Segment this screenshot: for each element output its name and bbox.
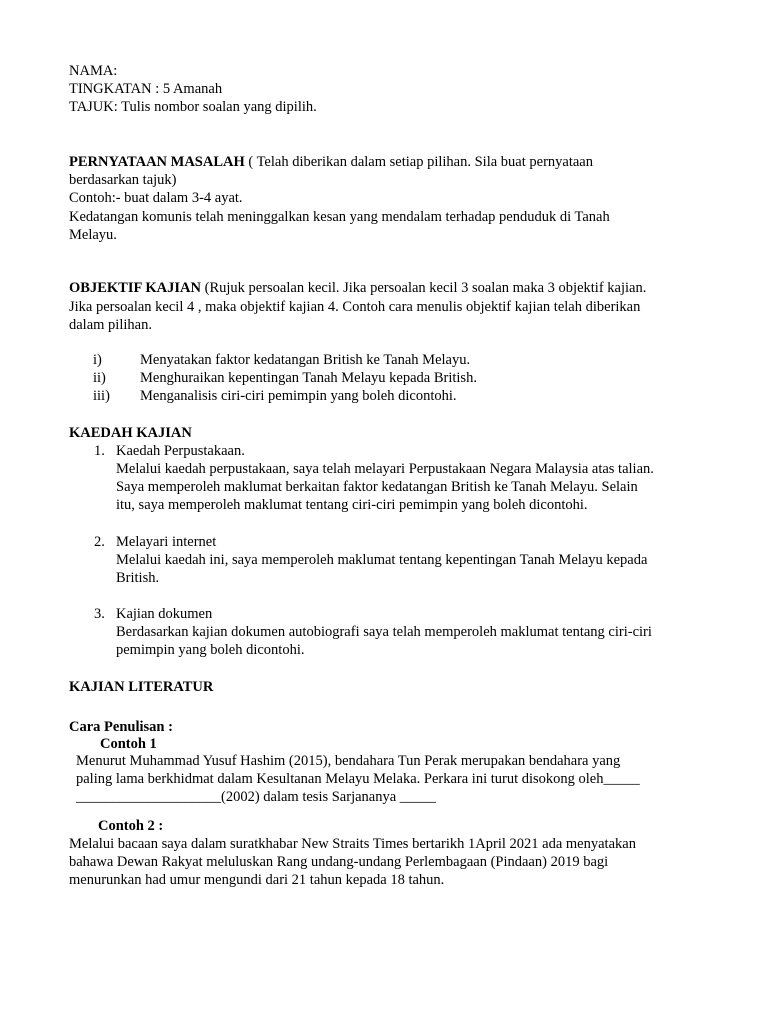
objektif-item-number: i) [93, 352, 102, 368]
kaedah-item-text: pemimpin yang boleh dicontohi. [116, 642, 305, 658]
contoh2-text: bahawa Dewan Rakyat meluluskan Rang undang-undang Perlembagaan (Pindaan) 2019 bagi [69, 854, 609, 870]
objektif-item: Menyatakan faktor kedatangan British ke Tanah Melayu. [140, 352, 471, 368]
literatur-heading: KAJIAN LITERATUR [69, 679, 214, 695]
pernyataan-intro-line2: berdasarkan tajuk) [69, 172, 177, 188]
tajuk-label: TAJUK: Tulis nombor soalan yang dipilih. [69, 99, 317, 115]
tingkatan-label: TINGKATAN : 5 Amanah [69, 81, 223, 97]
objektif-item-number: iii) [93, 388, 110, 404]
pernyataan-heading: PERNYATAAN MASALAH [69, 154, 245, 170]
objektif-heading: OBJEKTIF KAJIAN [69, 280, 201, 296]
kaedah-item-text: Saya memperoleh maklumat berkaitan faktor kedatangan British ke Tanah Melayu. Selain [116, 479, 638, 495]
nama-label: NAMA: [69, 63, 118, 79]
pernyataan-intro [69, 153, 593, 171]
kaedah-heading: KAEDAH KAJIAN [69, 425, 192, 441]
kaedah-item-text: British. [116, 570, 160, 586]
kaedah-item-title: Kaedah Perpustakaan. [116, 443, 245, 459]
pernyataan-intro-text: ( Telah diberikan dalam setiap pilihan. Sila buat pernyataan [244, 154, 593, 170]
kaedah-item-text: itu, saya memperoleh maklumat tentang ciri-ciri pemimpin yang boleh dicontohi. [116, 497, 588, 513]
kaedah-item-text: Melalui kaedah perpustakaan, saya telah melayari Perpustakaan Negara Malaysia atas talian. [116, 461, 654, 477]
objektif-intro-text: (Rujuk persoalan kecil. Jika persoalan kecil 3 soalan maka 3 objektif kajian. [201, 280, 647, 296]
objektif-intro [69, 279, 646, 297]
kaedah-item-title: Melayari internet [116, 534, 217, 550]
contoh2-text: Melalui bacaan saya dalam suratkhabar New Straits Times bertarikh 1April 2021 ada menyatakan [69, 836, 636, 852]
contoh2-text: menurunkan had umur mengundi dari 21 tahun kepada 18 tahun. [69, 872, 445, 888]
kaedah-item-title: Kajian dokumen [116, 606, 213, 622]
kaedah-item-number: 1. [94, 443, 105, 459]
pernyataan-body-line2: Melayu. [69, 227, 117, 243]
kaedah-item-number: 2. [94, 534, 105, 550]
objektif-item: Menganalisis ciri-ciri pemimpin yang boleh dicontohi. [140, 388, 457, 404]
objektif-intro-line3: dalam pilihan. [69, 317, 152, 333]
objektif-item: Menghuraikan kepentingan Tanah Melayu kepada British. [140, 370, 477, 386]
objektif-intro-line2: Jika persoalan kecil 4 , maka objektif kajian 4. Contoh cara menulis objektif kajian telah diberikan [69, 299, 641, 315]
pernyataan-contoh: Contoh:- buat dalam 3-4 ayat. [69, 190, 243, 206]
contoh1-text: Menurut Muhammad Yusuf Hashim (2015), bendahara Tun Perak merupakan bendahara yang [76, 753, 621, 769]
contoh2-label: Contoh 2 : [98, 818, 164, 834]
kaedah-item-text: Berdasarkan kajian dokumen autobiografi saya telah memperoleh maklumat tentang ciri-ciri [116, 624, 652, 640]
kaedah-item-text: Melalui kaedah ini, saya memperoleh maklumat tentang kepentingan Tanah Melayu kepada [116, 552, 648, 568]
kaedah-item-number: 3. [94, 606, 105, 622]
contoh1-text: ____________________(2002) dalam tesis Sarjananya _____ [76, 789, 437, 805]
cara-penulisan-label: Cara Penulisan : [69, 719, 173, 735]
pernyataan-body-line1: Kedatangan komunis telah meninggalkan kesan yang mendalam terhadap penduduk di Tanah [69, 209, 610, 225]
contoh1-label: Contoh 1 [100, 736, 157, 752]
objektif-item-number: ii) [93, 370, 106, 386]
contoh1-text: paling lama berkhidmat dalam Kesultanan Melayu Melaka. Perkara ini turut disokong oleh_____ [76, 771, 640, 787]
